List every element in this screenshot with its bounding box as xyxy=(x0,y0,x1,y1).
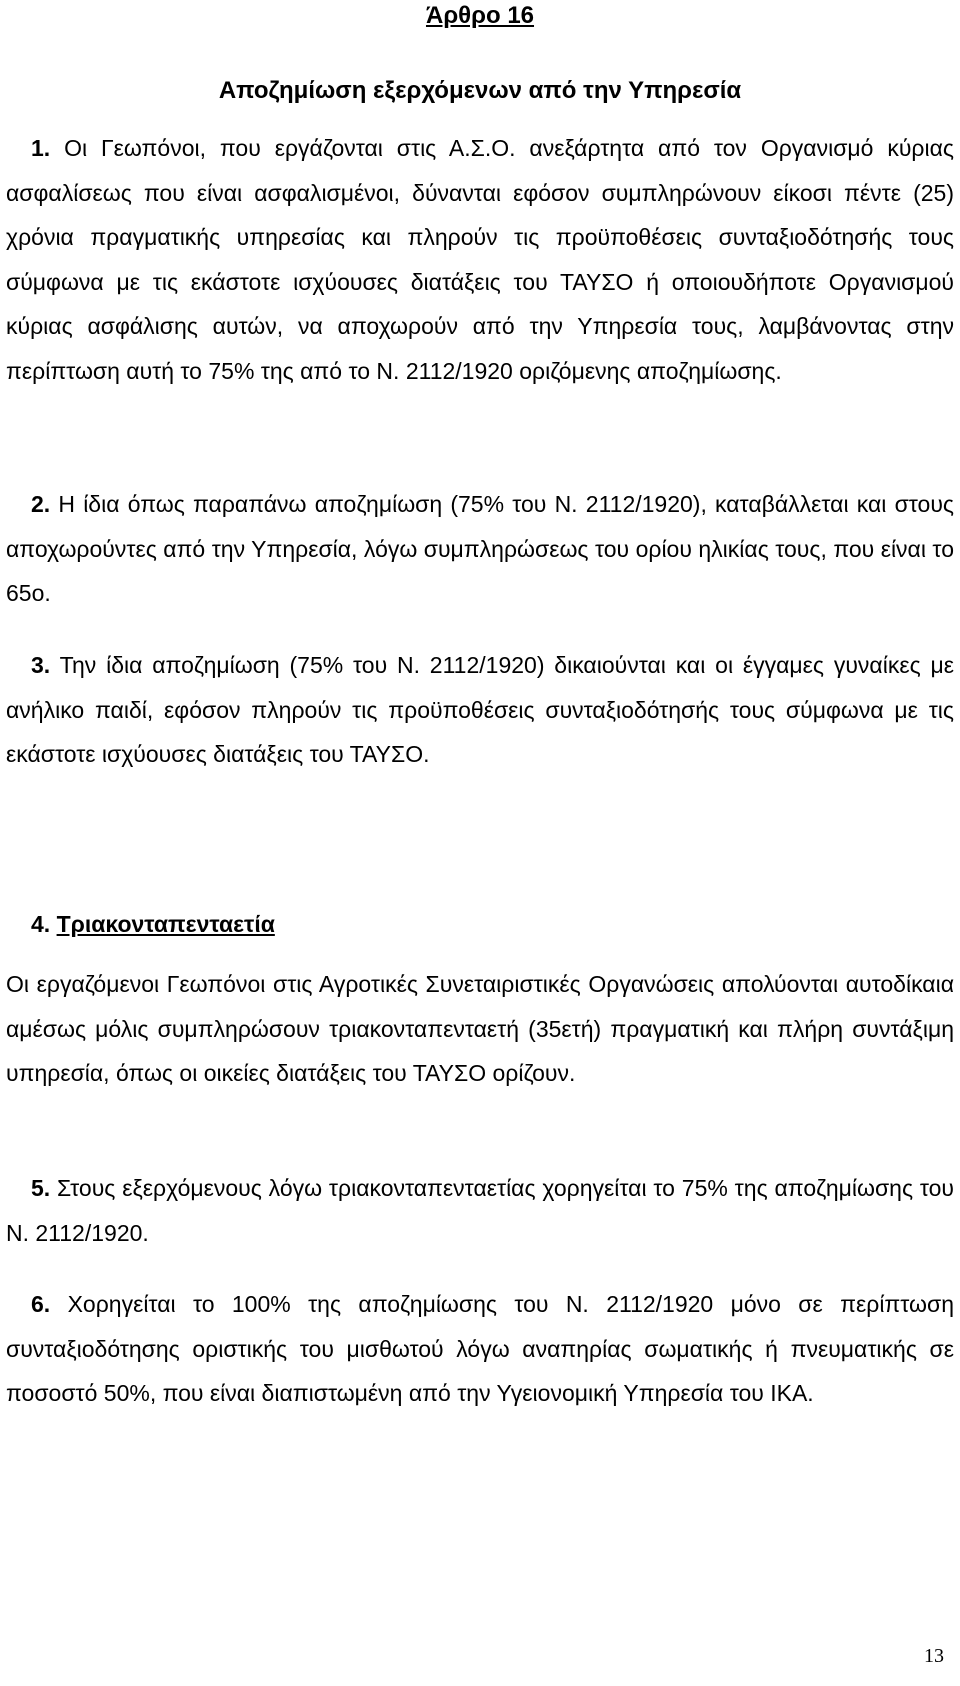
paragraph-number: 3. xyxy=(31,652,51,678)
section-heading-4 xyxy=(31,908,275,940)
paragraph-number: 5. xyxy=(31,1175,51,1201)
paragraph-text: Οι Γεωπόνοι, που εργάζονται στις Α.Σ.Ο. ανεξάρτητα από τον Οργανισμό κύριας ασφαλίσεως που είναι ασφαλισμένοι, δύνανται εφόσον συμπληρώνουν είκοσι πέντε (25) χρόνια πραγματικής υπηρεσίας και πληρούν τις προϋποθέσεις συνταξιοδότησής τους σύμφωνα με τις εκάστοτε ισχύουσες διατάξεις του ΤΑΥΣΟ ή οποιουδήποτε Οργανισμού κύριας ασφάλισης αυτών, να αποχωρούν από την Υπηρεσία τους, λαμβάνοντας στην περίπτωση αυτή το 75% της από το Ν. 2112/1920 οριζόμενης αποζημίωσης. xyxy=(6,135,955,384)
section-heading-text: Τριακονταπενταετία xyxy=(56,911,275,937)
paragraph-text: Την ίδια αποζημίωση (75% του Ν. 2112/1920) δικαιούνται και οι έγγαμες γυναίκες με ανήλικο παιδί, εφόσον πληρούν τις προϋποθέσεις συνταξιοδότησής τους σύμφωνα με τις εκάστοτε ισχύουσες διατάξεις του ΤΑΥΣΟ. xyxy=(6,652,954,767)
article-title: Άρθρο 16 xyxy=(425,2,535,29)
page-number: 13 xyxy=(924,1645,944,1667)
paragraph-5 xyxy=(6,1166,954,1255)
paragraph-6 xyxy=(6,1282,954,1416)
paragraph-number: 4. xyxy=(31,911,51,937)
paragraph-number: 6. xyxy=(31,1291,51,1317)
paragraph-text: Η ίδια όπως παραπάνω αποζημίωση (75% του Ν. 2112/1920), καταβάλλεται και στους αποχωρούντες από την Υπηρεσία, λόγω συμπληρώσεως του ορίου ηλικίας τους, που είναι το 65ο. xyxy=(6,491,954,606)
paragraph-text: Χορηγείται το 100% της αποζημίωσης του Ν. 2112/1920 μόνο σε περίπτωση συνταξιοδότησης οριστικής του μισθωτού λόγω αναπηρίας σωματικής ή πνευματικής σε ποσοστό 50%, που είναι διαπιστωμένη από την Υγειονομική Υπηρεσία του ΙΚΑ. xyxy=(6,1291,954,1406)
paragraph-1 xyxy=(6,126,954,393)
document-page xyxy=(6,0,954,1686)
paragraph-3 xyxy=(6,643,954,777)
paragraph-4 xyxy=(6,962,954,1096)
paragraph-2 xyxy=(6,482,954,616)
paragraph-number: 1. xyxy=(31,135,51,161)
paragraph-number: 2. xyxy=(31,491,51,517)
article-subtitle: Αποζημίωση εξερχόμενων από την Υπηρεσία xyxy=(218,77,742,104)
paragraph-text: Οι εργαζόμενοι Γεωπόνοι στις Αγροτικές Συνεταιριστικές Οργανώσεις απολύονται αυτοδίκαια αμέσως μόλις συμπληρώσουν τριακονταπενταετή (35ετή) πραγματική και πλήρη συντάξιμη υπηρεσία, όπως οι οικείες διατάξεις του ΤΑΥΣΟ ορίζουν. xyxy=(6,971,954,1086)
paragraph-text: Στους εξερχόμενους λόγω τριακονταπενταετίας χορηγείται το 75% της αποζημίωσης του Ν. 2112/1920. xyxy=(6,1175,955,1246)
